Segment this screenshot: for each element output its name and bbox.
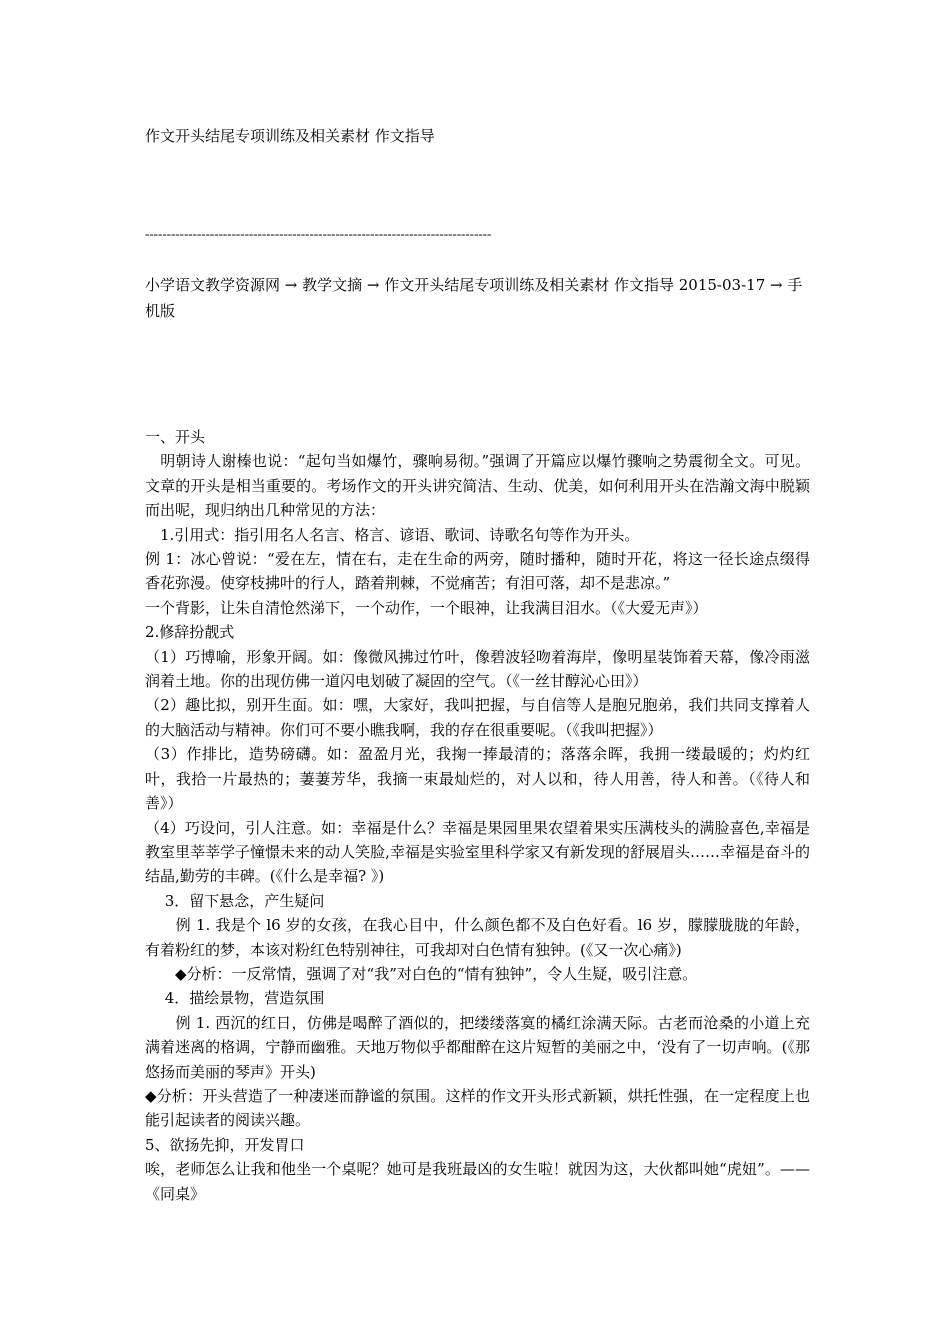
paragraph: （3）作排比，造势磅礴。如：盈盈月光，我掬一捧最清的；落落余晖，我拥一缕最暖的；灼灼红叶，我拾一片最热的；萋萋芳华，我摘一束最灿烂的，对人以和，待人用善，待人和善。（《待人和善》） [145,745,810,813]
paragraph: 唉，老师怎么让我和他坐一个桌呢？她可是我班最凶的女生啦！就因为这，大伙都叫她“虎妞”。——《同桌》 [145,1160,810,1203]
paragraph: ◆分析：一反常情，强调了对“我”对白色的“情有独钟”，令人生疑，吸引注意。 [145,964,698,983]
paragraph: 一个背影，让朱自清怆然涕下，一个动作，一个眼神，让我满目泪水。（《大爱无声》） [145,598,708,617]
paragraph: 4．描绘景物，营造氛围 [145,989,325,1008]
paragraph: 1.引用式：指引用名人名言、格言、谚语、歌词、诗歌名句等作为开头。 [145,525,640,544]
horizontal-rule: -------------------------------------------------------------------------------- [145,226,492,241]
paragraph: 5、欲扬先抑，开发胃口 [145,1135,305,1154]
document-title: 作文开头结尾专项训练及相关素材 作文指导 [145,127,435,145]
paragraph: 3．留下悬念，产生疑问 [145,891,325,910]
paragraph: 例 1. 我是个 l6 岁的女孩，在我心目中，什么颜色都不及白色好看。l6 岁，朦朦胧胧的年龄，有着粉红的梦，本该对粉红色特别神往，可我却对白色情有独钟。(《又一次心痛》) [145,916,810,959]
article-body [145,425,810,1206]
paragraph: 例 1. 西沉的红日，仿佛是喝醉了酒似的，把缕缕落寞的橘红涂满天际。古老而沧桑的小道上充满着迷离的格调，宁静而幽雅。天地万物似乎都酣醉在这片短暂的美丽之中，‘没有了一切声响。(《那悠扬而美丽的琴声》开头) [145,1013,810,1081]
breadcrumb: 小学语文教学资源网 → 教学文摘 → 作文开头结尾专项训练及相关素材 作文指导 2015-03-17 → 手机版 [145,276,803,320]
paragraph: （4）巧设问，引人注意。如：幸福是什么？幸福是果园里果农望着果实压满枝头的满脸喜色,幸福是教室里莘莘学子憧憬未来的动人笑脸,幸福是实验室里科学家又有新发现的舒展眉头……幸福是奋斗的结晶,勤劳的丰碑。(《什么是幸福? 》) [145,818,810,886]
paragraph: 明朝诗人谢榛也说：“起句当如爆竹，骤响易彻。”强调了开篇应以爆竹骤响之势震彻全文。可见。文章的开头是相当重要的。考场作文的开头讲究简洁、生动、优美，如何利用开头在浩瀚文海中脱颖而出呢，现归纳出几种常见的方法： [145,452,810,520]
paragraph: ◆分析：开头营造了一种凄迷而静谧的氛围。这样的作文开头形式新颖，烘托性强，在一定程度上也能引起读者的阅读兴趣。 [145,1086,810,1130]
paragraph: 例 1：冰心曾说：“爱在左，情在右，走在生命的两旁，随时播种，随时开花，将这一径长途点缀得香花弥漫。使穿枝拂叶的行人，踏着荆棘，不觉痛苦；有泪可落，却不是悲凉。” [145,550,810,593]
paragraph: （1）巧博喻，形象开阔。如：像微风拂过竹叶，像碧波轻吻着海岸，像明星装饰着天幕，像冷雨滋润着土地。你的出现仿佛一道闪电划破了凝固的空气。（《一丝甘醇沁心田》） [145,647,810,691]
paragraph: （2）趣比拟，别开生面。如：嘿，大家好，我叫把握，与自信等人是胞兄胞弟，我们共同支撑着人的大脑活动与精神。你们可不要小瞧我啊，我的存在很重要呢。（《我叫把握》） [145,696,810,739]
paragraph: 2.修辞扮靓式 [145,623,235,642]
section-heading: 一、开头 [145,428,206,446]
